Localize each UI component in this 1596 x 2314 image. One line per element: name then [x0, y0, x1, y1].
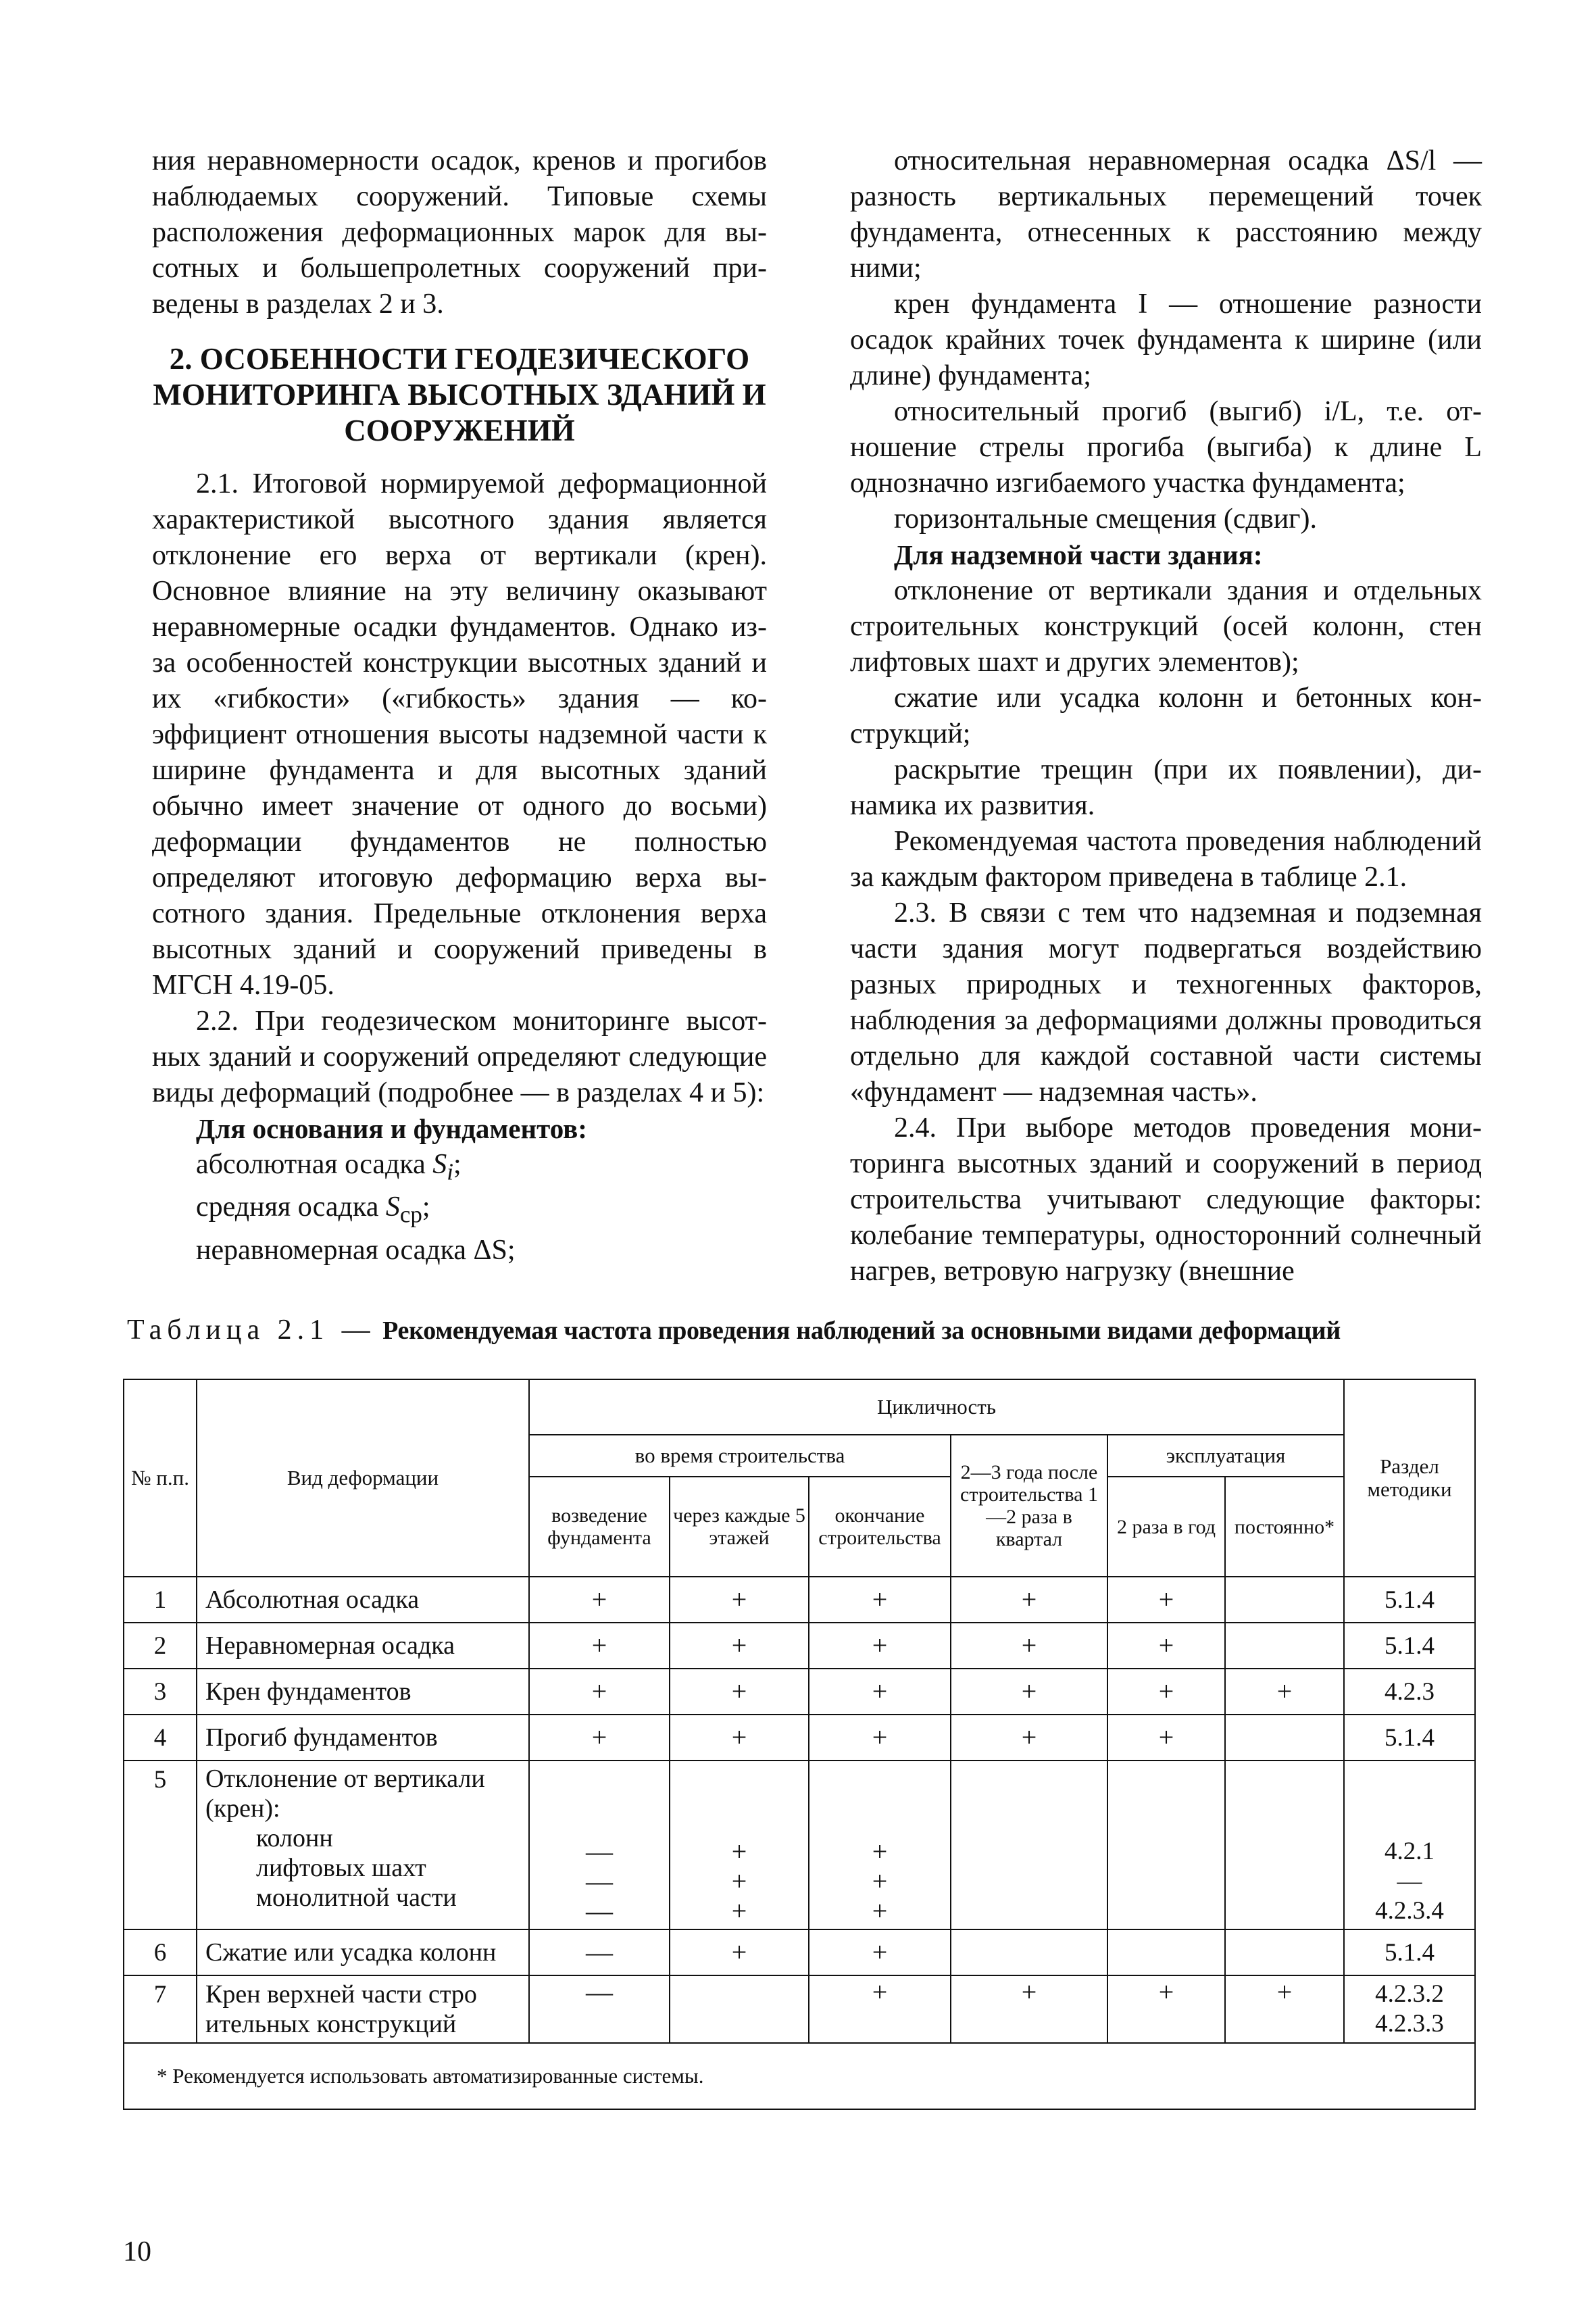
item-compression: сжатие или усадка колонн и бетонных конструкций;	[850, 683, 1482, 749]
table-caption-label: Таблица 2.1 —	[127, 1314, 376, 1346]
item-uneven-settlement: неравномерная осадка ΔS;	[196, 1234, 516, 1266]
item-vertical-deviation: отклонение от вертикали здания и отдельных строительных конструкций (осей колонн, стен лифтовых шахт и других элементов);	[850, 575, 1482, 678]
item-cracks: раскрытие трещин (при их появлении), динамика их развития.	[850, 754, 1482, 821]
table-caption	[127, 1313, 1482, 1348]
item-relative-uneven: относительная неравномерная осадка ΔS/l — разность вертикальных перемещений точек фундамента, отнесенных к расстоянию между ними;	[850, 145, 1482, 284]
page-number: 10	[123, 2236, 151, 2267]
above-ground-heading: Для надземной части здания:	[894, 539, 1263, 570]
frequency-reference: Рекомендуемая частота проведения наблюдений за каждым фактором приведена в таблице 2.1.	[850, 826, 1482, 893]
intro-paragraph: ния неравномерности осадок, кренов и прогибов наблюдаемых сооружений. Типовые схемы расположения деформационных марок для высотных и большепролетных сооружений приведены в разделах 2 и 3.	[152, 145, 767, 320]
paragraph-2-3: 2.3. В связи с тем что надземная и подземная части здания могут подвергаться воздействию разных природных и техногенных факторов, наблюдения за деформациями должны проводиться отдельно для каждой составной части системы «фундамент — надземная часть».	[850, 897, 1482, 1108]
table-row: 7 Крен верхней части стро ительных конструкций — + + + + 4.2.3.2 4.2.3.3	[124, 1975, 1475, 2043]
header-section: Раздел методики	[1344, 1379, 1475, 1577]
table-footnote: * Рекомендуется использовать автоматизированные системы.	[124, 2043, 1475, 2109]
header-type: Вид деформации	[197, 1379, 529, 1577]
item-deflection: относительный прогиб (выгиб) i/L, т.е. отношение стрелы прогиба (выгиба) к длине L однозначно изгибаемого участка фундамента;	[850, 396, 1482, 499]
table-row: 4 Прогиб фундаментов + + + + + 5.1.4	[124, 1715, 1475, 1761]
header-constant: постоянно*	[1225, 1477, 1344, 1577]
table-footnote-row	[124, 2043, 1475, 2109]
header-cyclicity: Цикличность	[529, 1379, 1344, 1435]
paragraph-2-1: 2.1. Итоговой нормируемой деформационной характеристикой высотного здания является отклонение его верха от вертикали (крен). Основное влияние на эту величину оказывают неравномерные осадки фундаментов. Однако из-за особенностей конструкции высотных зданий и их «гибкости» («гибкость» здания — коэффициент отношения высоты надземной части к ширине фундамента и для высотных зданий обычно имеет значение от одного до восьми) деформации фундаментов не полностью определяют итоговую деформацию верха высотного здания. Предельные отклонения верха высотных зданий и сооружений приведены в МГСН 4.19-05.	[152, 468, 767, 1001]
header-foundation-build: возведение фундамента	[529, 1477, 670, 1577]
table-row: 5 Отклонение от вертикали (крен): колонн лифтовых шахт монолитной части — — — + + + + + + 4.2.1 — 4.2.3.4	[124, 1761, 1475, 1929]
table-caption-title: Рекомендуемая частота проведения наблюдений за основными видами деформаций	[382, 1316, 1341, 1345]
header-during-construction: во время строительства	[529, 1435, 951, 1477]
header-operation: эксплуатация	[1107, 1435, 1344, 1477]
item-average-settlement: средняя осадка $S_{ср}$;	[196, 1191, 430, 1228]
header-twice-year: 2 раза в год	[1107, 1477, 1225, 1577]
item-absolute-settlement: абсолютная осадка $S_i$;	[196, 1149, 462, 1185]
section-title: 2. ОСОБЕННОСТИ ГЕОДЕЗИЧЕСКОГО МОНИТОРИНГА ВЫСОТНЫХ ЗДАНИЙ И СООРУЖЕНИЙ	[153, 342, 766, 447]
header-end-build: окончание строительства	[809, 1477, 951, 1577]
item-horizontal-shift: горизонтальные смещения (сдвиг).	[894, 503, 1317, 535]
header-every-5-floors: через каждые 5 этажей	[670, 1477, 809, 1577]
header-number: № п.п.	[124, 1379, 197, 1577]
item-foundation-tilt: крен фундамента I — отношение разности осадок крайних точек фундамента к ширине (или длине) фундамента;	[850, 289, 1482, 391]
header-after-construction: 2—3 года после строительства 1—2 раза в квартал	[951, 1435, 1107, 1577]
paragraph-2-2: 2.2. При геодезическом мониторинге высотных зданий и сооружений определяют следующие виды деформаций (подробнее — в разделах 4 и 5):	[152, 1006, 767, 1108]
foundation-heading: Для основания и фундаментов:	[196, 1113, 587, 1144]
table-row: 1 Абсолютная осадка + + + + + 5.1.4	[124, 1577, 1475, 1623]
left-column	[152, 143, 767, 1269]
paragraph-2-4: 2.4. При выборе методов проведения мониторинга высотных зданий и сооружений в период строительства учитывают следующие факторы: колебание температуры, односторонний солнечный нагрев, ветровую нагрузку (внешние	[850, 1112, 1482, 1287]
table-row: 3 Крен фундаментов + + + + + + 4.2.3	[124, 1669, 1475, 1715]
table-row: 6 Сжатие или усадка колонн — + + 5.1.4	[124, 1929, 1475, 1975]
frequency-table	[123, 1379, 1476, 2110]
right-column	[850, 143, 1482, 1289]
table-row: 2 Неравномерная осадка + + + + + 5.1.4	[124, 1623, 1475, 1669]
